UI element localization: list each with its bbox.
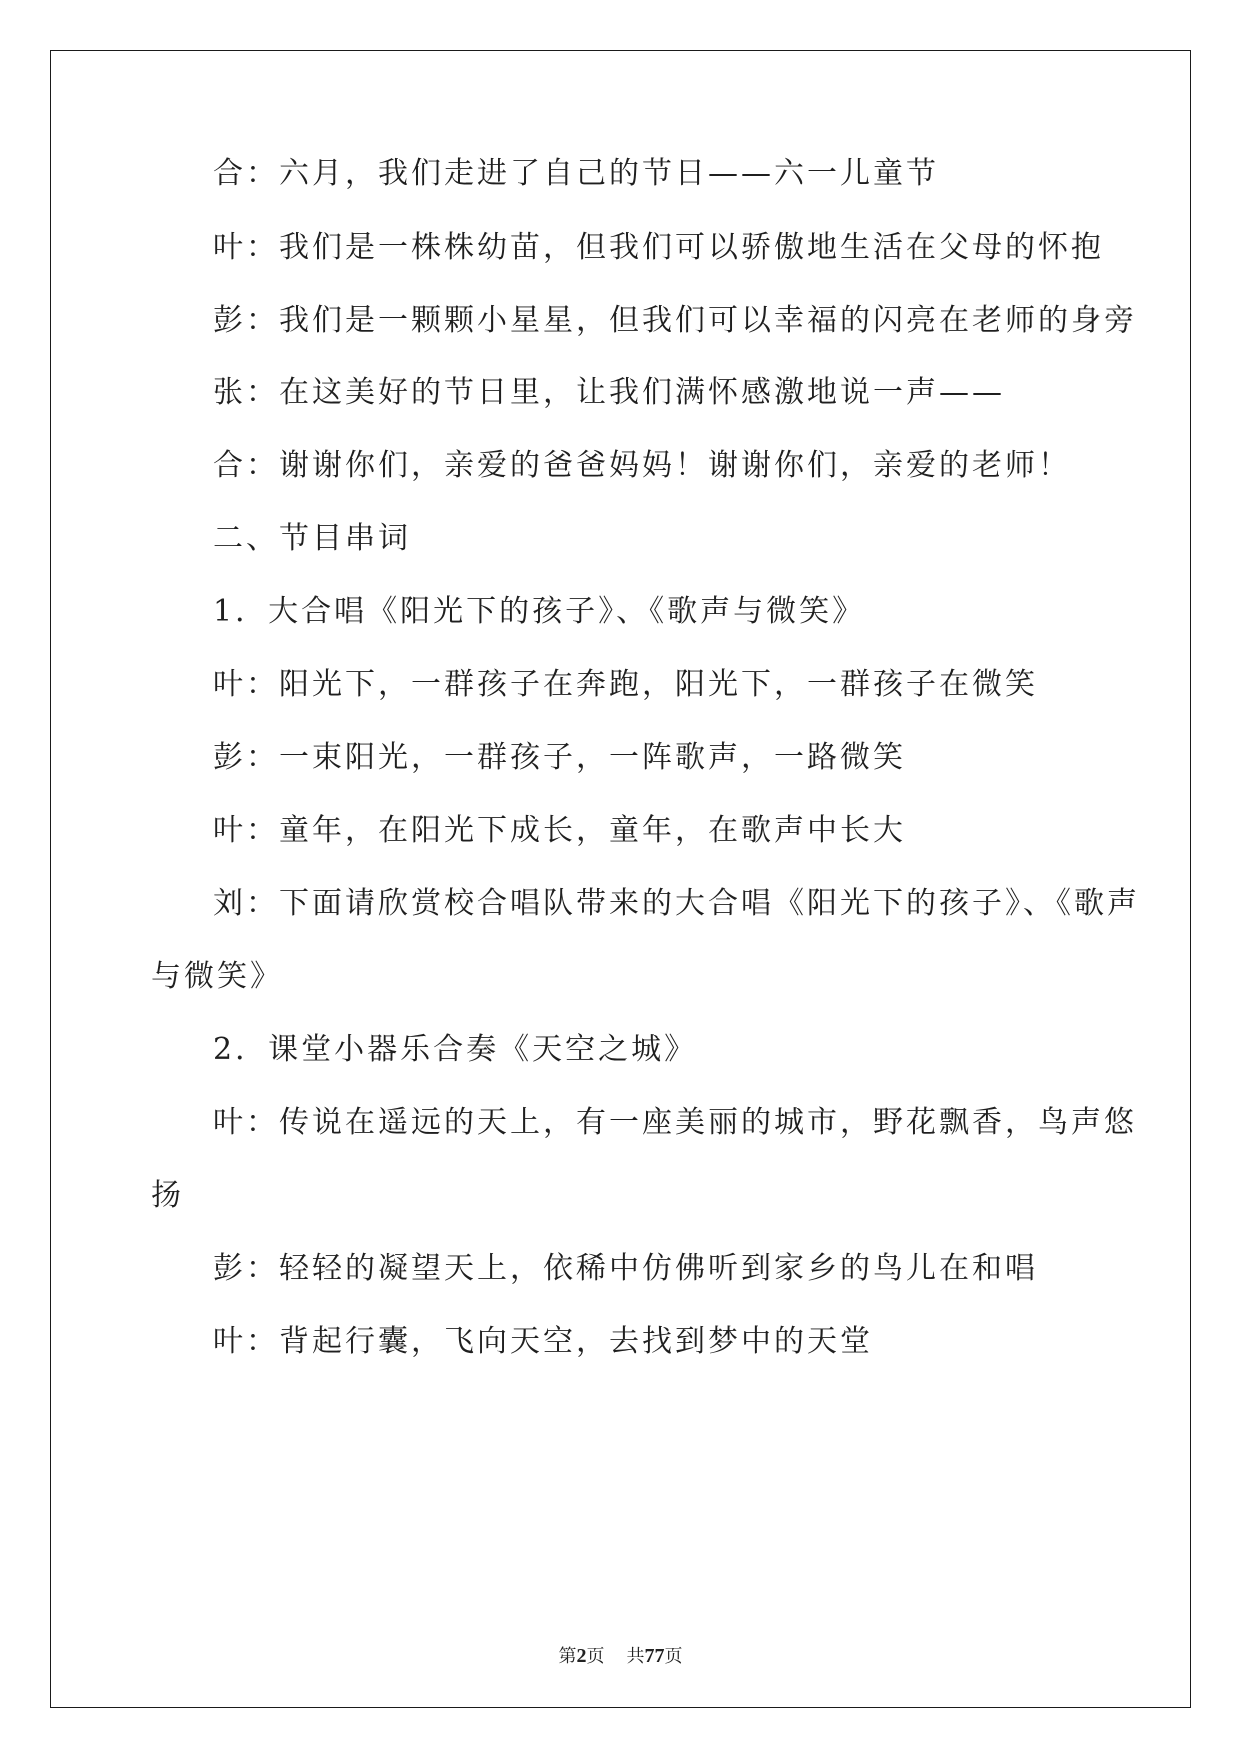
document-body	[151, 51, 1151, 1611]
page-footer	[0, 1642, 1241, 1668]
text-line: 彭：一束阳光，一群孩子，一阵歌声，一路微笑	[213, 740, 906, 775]
text-line: 彭：轻轻的凝望天上，依稀中仿佛听到家乡的鸟儿在和唱	[213, 1251, 1038, 1286]
text-line: 叶：传说在遥远的天上，有一座美丽的城市，野花飘香，鸟声悠	[213, 1105, 1137, 1140]
text-line: 叶：童年，在阳光下成长，童年，在歌声中长大	[213, 813, 906, 848]
section-heading: 二、节目串词	[213, 521, 411, 556]
page-frame	[50, 50, 1191, 1708]
text-line: 合：六月，我们走进了自己的节日——六一儿童节	[213, 156, 939, 191]
page-prefix: 第	[558, 1646, 577, 1667]
text-line: 叶：我们是一株株幼苗，但我们可以骄傲地生活在父母的怀抱	[213, 230, 1104, 265]
text-line: 叶：背起行囊，飞向天空，去找到梦中的天堂	[213, 1324, 873, 1359]
text-line: 彭：我们是一颗颗小星星，但我们可以幸福的闪亮在老师的身旁	[213, 303, 1137, 338]
text-line: 刘：下面请欣赏校合唱队带来的大合唱《阳光下的孩子》、《歌声	[213, 886, 1140, 921]
text-line: 张：在这美好的节日里，让我们满怀感激地说一声——	[213, 375, 1005, 410]
text-line: 合：谢谢你们，亲爱的爸爸妈妈！谢谢你们，亲爱的老师！	[213, 448, 1071, 483]
total-pages: 77	[644, 1645, 665, 1667]
text-line-continuation: 与微笑》	[151, 959, 283, 994]
page-suffix: 页	[586, 1646, 605, 1667]
total-prefix: 共	[626, 1646, 645, 1667]
total-suffix: 页	[664, 1646, 683, 1667]
page-number: 2	[576, 1645, 587, 1667]
program-heading: 2．课堂小器乐合奏《天空之城》	[213, 1032, 698, 1067]
program-heading: 1．大合唱《阳光下的孩子》、《歌声与微笑》	[213, 594, 866, 629]
text-line: 叶：阳光下，一群孩子在奔跑，阳光下，一群孩子在微笑	[213, 667, 1038, 702]
text-line-continuation: 扬	[151, 1178, 184, 1213]
